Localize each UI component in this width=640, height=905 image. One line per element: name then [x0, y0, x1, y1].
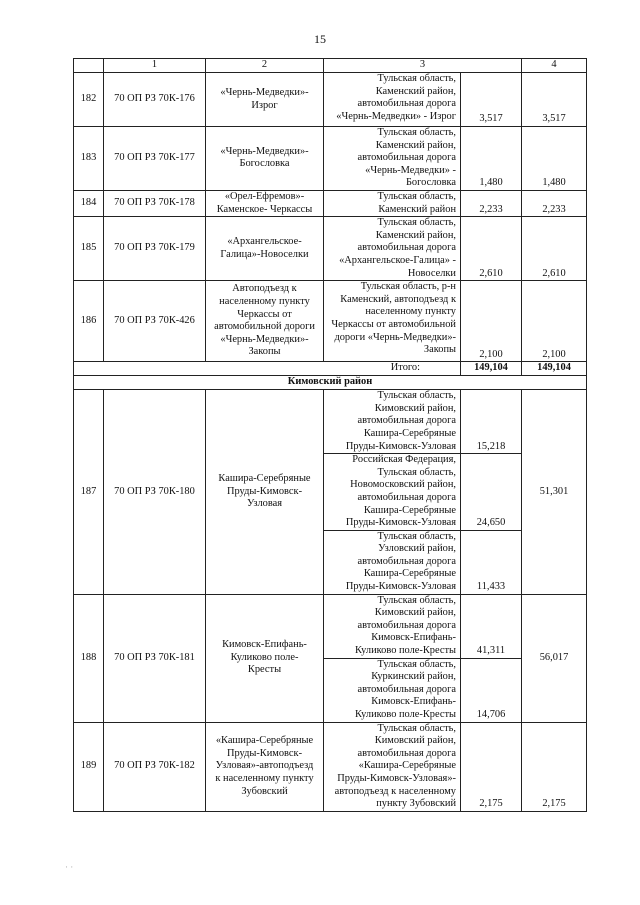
- road-location: Тульская область, Каменский район: [324, 190, 461, 216]
- road-total-length: 2,233: [522, 190, 587, 216]
- segment-length: 1,480: [461, 127, 522, 191]
- road-location: Тульская область, Узловский район, автомобильная дорога Кашира-Серебряные Пруды-Кимовск-Узловая: [324, 530, 461, 594]
- road-total-length: 2,100: [522, 281, 587, 362]
- road-registry-table: [73, 58, 587, 812]
- row-number: 182: [74, 73, 104, 127]
- total-row: [74, 362, 587, 376]
- road-total-length: 1,480: [522, 127, 587, 191]
- row-number: 185: [74, 217, 104, 281]
- road-code: 70 ОП РЗ 70К-180: [104, 390, 206, 595]
- segment-length: 11,433: [461, 530, 522, 594]
- road-code: 70 ОП РЗ 70К-177: [104, 127, 206, 191]
- column-number: 4: [522, 59, 587, 73]
- road-total-length: 51,301: [522, 390, 587, 595]
- road-total-length: 56,017: [522, 594, 587, 722]
- table-row: [74, 127, 587, 191]
- road-name: «Кашира-Серебряные Пруды-Кимовск- Узловая»-автоподъезд к населенному пункту Зубовский: [206, 722, 324, 811]
- district-header: Кимовский район: [74, 376, 587, 390]
- segment-length: 15,218: [461, 390, 522, 454]
- table-row: [74, 73, 587, 127]
- row-number: 188: [74, 594, 104, 722]
- road-location: Тульская область, Кимовский район, автомобильная дорога Кимовск-Епифань- Куликово поле-Кресты: [324, 594, 461, 658]
- row-number: 187: [74, 390, 104, 595]
- road-total-length: 3,517: [522, 73, 587, 127]
- segment-length: 3,517: [461, 73, 522, 127]
- road-name: Кашира-Серебряные Пруды-Кимовск- Узловая: [206, 390, 324, 595]
- column-number: [74, 59, 104, 73]
- road-name: «Архангельское- Галица»-Новоселки: [206, 217, 324, 281]
- segment-length: 41,311: [461, 594, 522, 658]
- segment-length: 24,650: [461, 454, 522, 531]
- row-number: 189: [74, 722, 104, 811]
- road-location: Российская Федерация, Тульская область, Новомосковский район, автомобильная дорога Кашира-Серебряные Пруды-Кимовск-Узловая: [324, 454, 461, 531]
- table-row: [74, 217, 587, 281]
- road-location: Тульская область, р-н Каменский, автоподъезд к населенному пункту Черкассы от автомобильной дороги «Чернь-Медведки»- Закопы: [324, 281, 461, 362]
- road-code: 70 ОП РЗ 70К-178: [104, 190, 206, 216]
- column-number: 1: [104, 59, 206, 73]
- road-name: «Чернь-Медведки»- Богословка: [206, 127, 324, 191]
- table-row: [74, 722, 587, 811]
- road-location: Тульская область, Каменский район, автомобильная дорога «Архангельское-Галица» - Новоселки: [324, 217, 461, 281]
- segment-length: 2,610: [461, 217, 522, 281]
- segment-length: 2,100: [461, 281, 522, 362]
- page-number: 15: [314, 32, 326, 46]
- column-number: 3: [324, 59, 522, 73]
- row-number: 186: [74, 281, 104, 362]
- scan-mark: · ·: [65, 862, 74, 872]
- road-location: Тульская область, Каменский район, автомобильная дорога «Чернь-Медведки» - Богословка: [324, 127, 461, 191]
- road-location: Тульская область, Куркинский район, автомобильная дорога Кимовск-Епифань- Куликово поле-Кресты: [324, 658, 461, 722]
- road-code: 70 ОП РЗ 70К-181: [104, 594, 206, 722]
- column-number: 2: [206, 59, 324, 73]
- road-total-length: 2,610: [522, 217, 587, 281]
- row-number: 184: [74, 190, 104, 216]
- road-location: Тульская область, Каменский район, автомобильная дорога «Чернь-Медведки» - Изрог: [324, 73, 461, 127]
- rows-kamensky: [74, 59, 587, 362]
- road-location: Тульская область, Кимовский район, автомобильная дорога Кашира-Серебряные Пруды-Кимовск-Узловая: [324, 390, 461, 454]
- road-code: 70 ОП РЗ 70К-176: [104, 73, 206, 127]
- road-total-length: 2,175: [522, 722, 587, 811]
- segment-length: 14,706: [461, 658, 522, 722]
- road-code: 70 ОП РЗ 70К-426: [104, 281, 206, 362]
- column-number-row: [74, 59, 587, 73]
- rows-kimovsky: [74, 390, 587, 812]
- road-code: 70 ОП РЗ 70К-182: [104, 722, 206, 811]
- road-name: «Орел-Ефремов»- Каменское- Черкассы: [206, 190, 324, 216]
- road-location: Тульская область, Кимовский район, автомобильная дорога «Кашира-Серебряные Пруды-Кимовск-Узловая»- автоподъезд к населенному пункту Зубовский: [324, 722, 461, 811]
- table-row: [74, 190, 587, 216]
- segment-length: 2,233: [461, 190, 522, 216]
- segment-length: 2,175: [461, 722, 522, 811]
- district-header-row: [74, 376, 587, 390]
- total-length: 149,104: [461, 362, 522, 376]
- table-row: [74, 594, 587, 658]
- table-row: [74, 281, 587, 362]
- road-name: Автоподъезд к населенному пункту Черкассы от автомобильной дороги «Чернь-Медведки»- Закопы: [206, 281, 324, 362]
- road-name: Кимовск-Епифань- Куликово поле- Кресты: [206, 594, 324, 722]
- road-code: 70 ОП РЗ 70К-179: [104, 217, 206, 281]
- total-sum: 149,104: [522, 362, 587, 376]
- road-name: «Чернь-Медведки»- Изрог: [206, 73, 324, 127]
- row-number: 183: [74, 127, 104, 191]
- table-row: [74, 390, 587, 454]
- total-label: Итого:: [74, 362, 461, 376]
